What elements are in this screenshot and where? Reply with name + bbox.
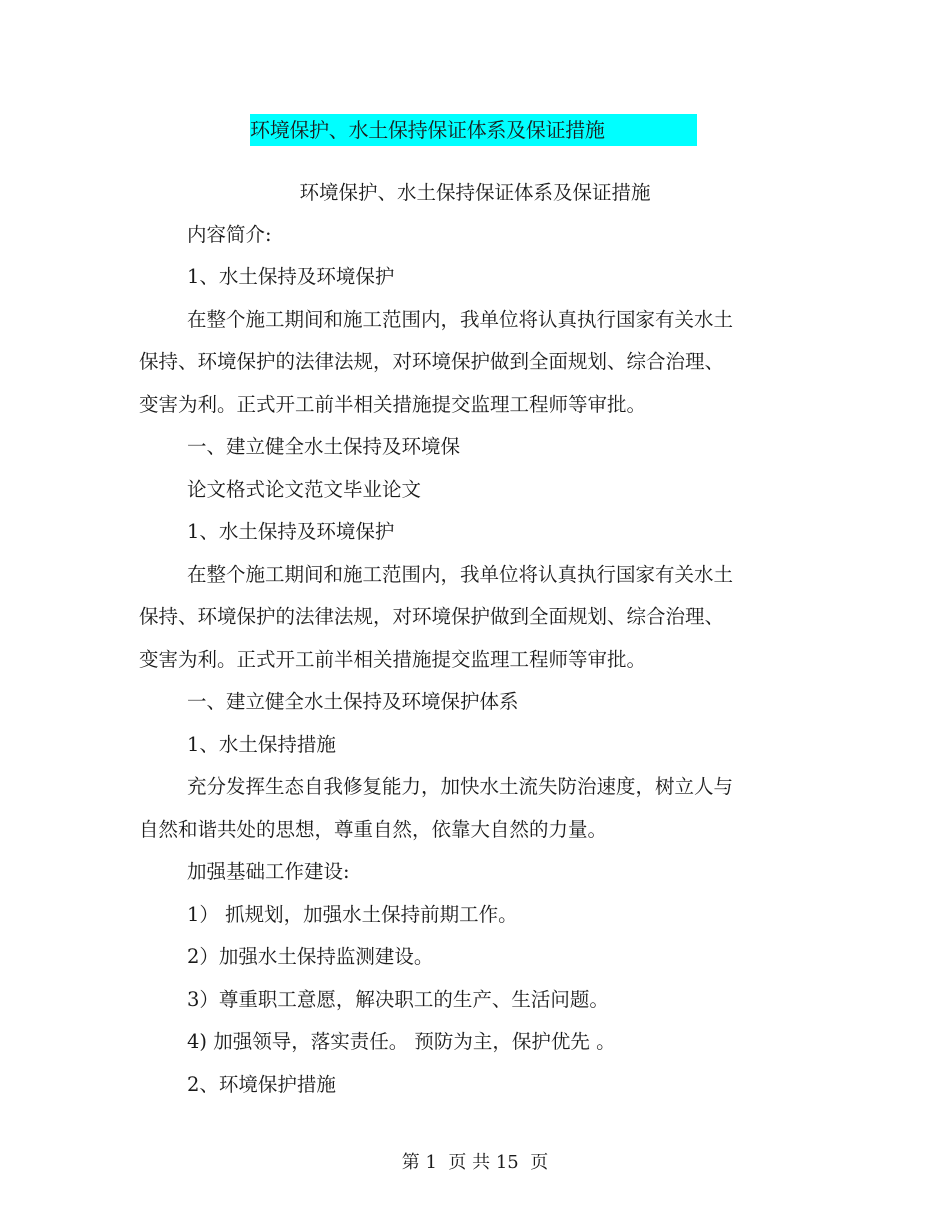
paragraph-line: 3）尊重职工意愿，解决职工的生产、生活问题。 xyxy=(187,988,609,1011)
paragraph-line: 4) 加强领导，落实责任。 预防为主，保护优先 。 xyxy=(187,1030,616,1053)
paragraph-line: 论文格式论文范文毕业论文 xyxy=(187,478,422,501)
paragraph-line: 内容简介: xyxy=(187,223,272,246)
highlighted-title-text: 环境保护、水土保持保证体系及保证措施 xyxy=(250,118,605,142)
paragraph-line: 变害为利。正式开工前半相关措施提交监理工程师等审批。 xyxy=(139,393,647,416)
document-subtitle: 环境保护、水土保持保证体系及保证措施 xyxy=(299,181,651,204)
paragraph-line: 变害为利。正式开工前半相关措施提交监理工程师等审批。 xyxy=(139,648,647,671)
page-number-footer: 第 1 页 共 15 页 xyxy=(401,1152,549,1173)
paragraph-line: 充分发挥生态自我修复能力，加快水土流失防治速度，树立人与 xyxy=(187,775,734,798)
paragraph-line: 一、建立健全水土保持及环境保护体系 xyxy=(187,690,519,713)
paragraph-line: 自然和谐共处的思想，尊重自然，依靠大自然的力量。 xyxy=(139,818,608,841)
paragraph-line: 1、水土保持及环境保护 xyxy=(187,265,395,288)
paragraph-line: 保持、环境保护的法律法规，对环境保护做到全面规划、综合治理、 xyxy=(139,605,725,628)
paragraph-line: 在整个施工期间和施工范围内，我单位将认真执行国家有关水土 xyxy=(187,563,734,586)
paragraph-line: 1） 抓规划，加强水土保持前期工作。 xyxy=(187,903,518,926)
paragraph-line: 保持、环境保护的法律法规，对环境保护做到全面规划、综合治理、 xyxy=(139,350,725,373)
paragraph-line: 加强基础工作建设: xyxy=(187,860,350,883)
paragraph-line: 2）加强水土保持监测建设。 xyxy=(187,945,434,968)
paragraph-line: 1、水土保持及环境保护 xyxy=(187,520,395,543)
paragraph-line: 2、环境保护措施 xyxy=(187,1073,336,1096)
paragraph-line: 1、水土保持措施 xyxy=(187,733,336,756)
highlighted-title xyxy=(250,114,697,146)
paragraph-line: 在整个施工期间和施工范围内，我单位将认真执行国家有关水土 xyxy=(187,308,734,331)
paragraph-line: 一、建立健全水土保持及环境保 xyxy=(187,435,461,458)
